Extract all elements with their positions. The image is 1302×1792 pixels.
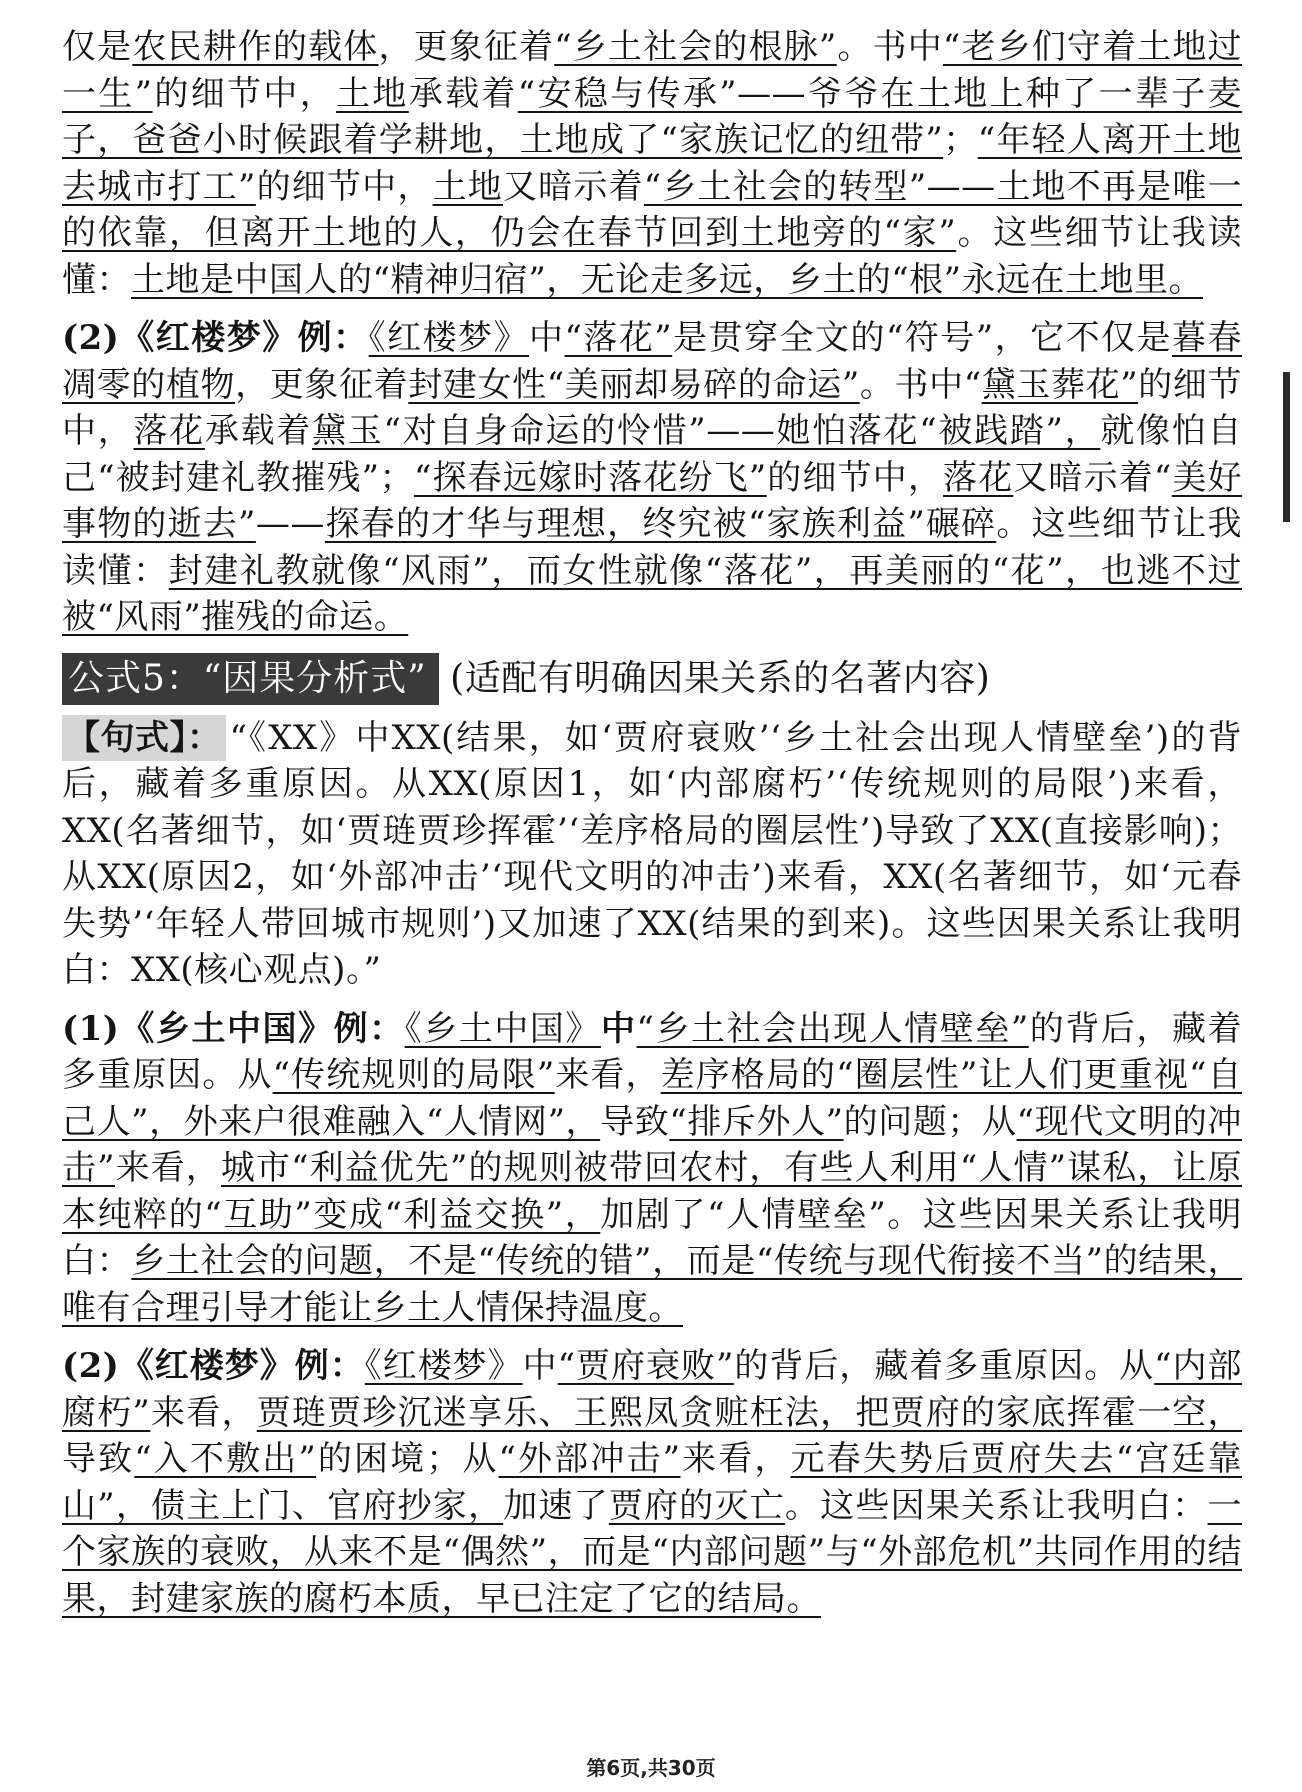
text-segment: 承载着 — [204, 411, 313, 451]
underlined-text: 《红楼梦》 — [364, 1346, 523, 1386]
underlined-text: 农民耕作的载体 — [132, 27, 379, 67]
text-segment: ，更象征着 — [378, 27, 555, 67]
scroll-indicator-bar — [1283, 372, 1290, 522]
underlined-text: 贾府的灭亡 — [608, 1485, 785, 1526]
text-segment: 的细节中， — [766, 457, 944, 498]
sentence-pattern — [62, 715, 1242, 994]
text-segment: 的细节中， — [62, 364, 1243, 451]
text-segment: ，更象征着 — [235, 364, 409, 405]
text-segment: (1)《乡土中国》例： — [62, 1008, 405, 1049]
text-segment: 就像怕自己“被封建礼教摧残”； — [62, 411, 1243, 498]
text-segment: 。书中 — [836, 27, 943, 67]
underlined-text: 城市“利益优先”的规则被带回农村，有些人利用“人情”谋私，让原本纯粹的“互助”变成“利益交换”， — [62, 1148, 1242, 1235]
underlined-text: “落花” — [564, 318, 673, 358]
underlined-text: “内部腐朽” — [62, 1346, 1243, 1433]
underlined-text: “年轻人离开土地去城市打工” — [62, 120, 1242, 207]
text-segment: 是贯穿全文的“符号”，它不仅是 — [672, 318, 1173, 358]
text-segment: 的问题；从 — [843, 1101, 1017, 1142]
text-segment: 导致 — [600, 1101, 670, 1142]
text-segment: 的背后，藏着多重原因。从 — [733, 1346, 1155, 1386]
underlined-text: “乡土社会的转型”——土地不再是唯一的依靠，但离开土地的人，仍会在春节回到土地旁的“家” — [62, 166, 1243, 253]
underlined-text: 落花 — [943, 457, 1014, 498]
text-segment: 加速了 — [503, 1485, 609, 1526]
text-segment: 承载着 — [408, 73, 518, 114]
text-segment: 的细节中， — [255, 166, 433, 207]
text-segment: 的困境；从 — [316, 1439, 499, 1479]
paragraph-xtzg-land — [62, 24, 1242, 303]
underlined-text: “探春远嫁时落花纷飞” — [414, 457, 767, 498]
page-number: 第6页,共30页 — [586, 1756, 716, 1780]
text-segment: 来看， — [150, 1392, 257, 1433]
underlined-text: “乡土社会的根脉” — [554, 27, 837, 67]
underlined-text: 封建礼教就像“风雨”，而女性就像“落花”，再美丽的“花”，也逃不过被“风雨”摧残的命运。 — [62, 550, 1242, 637]
text-segment: 中 — [600, 1008, 637, 1049]
underlined-text: “排斥外人” — [669, 1101, 844, 1142]
underlined-text: 《乡土中国》 — [404, 1008, 601, 1049]
text-segment: 。这些细节让我读懂： — [62, 504, 1243, 591]
underlined-text: “入不敷出” — [134, 1439, 317, 1479]
text-segment: 。这些细节让我读懂： — [62, 213, 1243, 300]
text-segment: 来看， — [680, 1439, 791, 1479]
underlined-text: “现代文明的冲击” — [62, 1101, 1243, 1188]
underlined-text: “老乡们守着土地过一生” — [62, 27, 1243, 114]
underlined-text: 贾琏贾珍沉迷享乐、王熙凤贪赃枉法，把贾府的家底挥霍一空， — [256, 1392, 1243, 1433]
underlined-text: 黛玉“对自身命运的怜惜”——她怕落花“被践踏”， — [312, 411, 1101, 451]
text-segment: 的背后，藏着多重原因。从 — [62, 1008, 1243, 1095]
underlined-text: 美好事物的逝去” — [62, 457, 1243, 544]
paragraph-hlm-decline-example — [62, 1343, 1242, 1622]
underlined-text: 差序格局的“圈层性”让人们更重视“自己人”，外来户很难融入“人情网”， — [62, 1055, 1243, 1142]
text-segment: 导致 — [62, 1439, 135, 1479]
text-segment: 中 — [522, 1346, 558, 1386]
underlined-text: “贾府衰败” — [557, 1346, 734, 1386]
paragraph-hlm-falling-flowers — [62, 315, 1242, 641]
text-segment: —— — [255, 504, 325, 544]
text-segment: 来看， — [554, 1055, 661, 1095]
underlined-text: 封建女性“美丽却易碎的命运” — [408, 364, 860, 405]
text-segment: 的细节中， — [152, 73, 337, 114]
text-segment: ； — [943, 120, 978, 160]
underlined-text: 黛玉葬花” — [981, 364, 1139, 405]
text-segment: (2)《红楼梦》例： — [62, 318, 369, 358]
underlined-text: 暮春凋零的植物 — [62, 318, 1243, 405]
sentence-pattern-tag: 【句式】： — [62, 715, 226, 762]
underlined-text: 落花 — [133, 411, 205, 451]
text-segment: 又暗示着“ — [1013, 457, 1172, 498]
underlined-text: “外部冲击” — [498, 1439, 681, 1479]
text-segment: 又暗示着 — [502, 166, 644, 207]
sentence-pattern-text: “《XX》中XX(结果，如‘贾府衰败’‘乡土社会出现人情壁垒’)的背后，藏着多重原因。从XX(原因1，如‘内部腐朽’‘传统规则的局限’)来看，XX(名著细节，如‘贾琏贾珍挥霍’‘差序格局的圈层性’)导致了XX(直接影响)；从XX(原因2，如‘外部冲击’‘现代文明的冲击’)来看，XX(名著细节，如‘元春失势’‘年轻人带回城市规则’)又加速了XX(结果的到来)。这些因果关系让我明白：XX(核心观点)。” — [62, 717, 1242, 990]
text-segment: 中 — [529, 318, 565, 358]
text-segment: 加剧了“人情壁垒”。这些因果关系让我明白： — [62, 1194, 1242, 1281]
underlined-text: 探春的才华与理想，终究被“家族利益”碾碎 — [324, 504, 997, 544]
underlined-text: 土地 — [336, 73, 409, 114]
document-content — [62, 24, 1242, 1634]
text-segment: (2)《红楼梦》例： — [62, 1346, 365, 1386]
underlined-text: 土地 — [432, 166, 503, 207]
underlined-text: 乡土社会的问题，不是“传统的错”，而是“传统与现代衔接不当”的结果，唯有合理引导才能让乡土人情保持温度。 — [62, 1241, 1243, 1328]
underlined-text: 土地是中国人的“精神归宿”，无论走多远，乡土的“根”永远在土地里。 — [131, 259, 1204, 300]
formula-5-heading — [62, 653, 1242, 705]
underlined-text: “安稳与传承”——爷爷在土地上种了一辈子麦子，爸爸小时候跟着学耕地，土地成了“家族记忆的纽带” — [62, 73, 1243, 160]
underlined-text: “乡土社会出现人情壁垒” — [636, 1008, 1029, 1049]
underlined-text: 一个家族的衰败，从来不是“偶然”，而是“内部问题”与“外部危机”共同作用的结果，封建家族的腐朽本质，早已注定了它的结局。 — [62, 1485, 1243, 1619]
formula-note: (适配有明确因果关系的名著内容) — [450, 657, 991, 699]
underlined-text: “传统规则的局限” — [272, 1055, 555, 1095]
underlined-text: 元春失势后贾府失去“宫廷靠山”，债主上门、官府抄家， — [62, 1439, 1243, 1526]
formula-title: 公式5：“因果分析式” — [62, 653, 439, 705]
underlined-text: 《红楼梦》 — [368, 318, 529, 358]
paragraph-xtzg-example — [62, 1006, 1242, 1332]
text-segment: 。这些因果关系让我明白： — [784, 1485, 1208, 1526]
text-segment: 仅是 — [62, 27, 133, 67]
text-segment: 。书中“ — [859, 364, 982, 405]
text-segment: 来看， — [114, 1148, 221, 1188]
